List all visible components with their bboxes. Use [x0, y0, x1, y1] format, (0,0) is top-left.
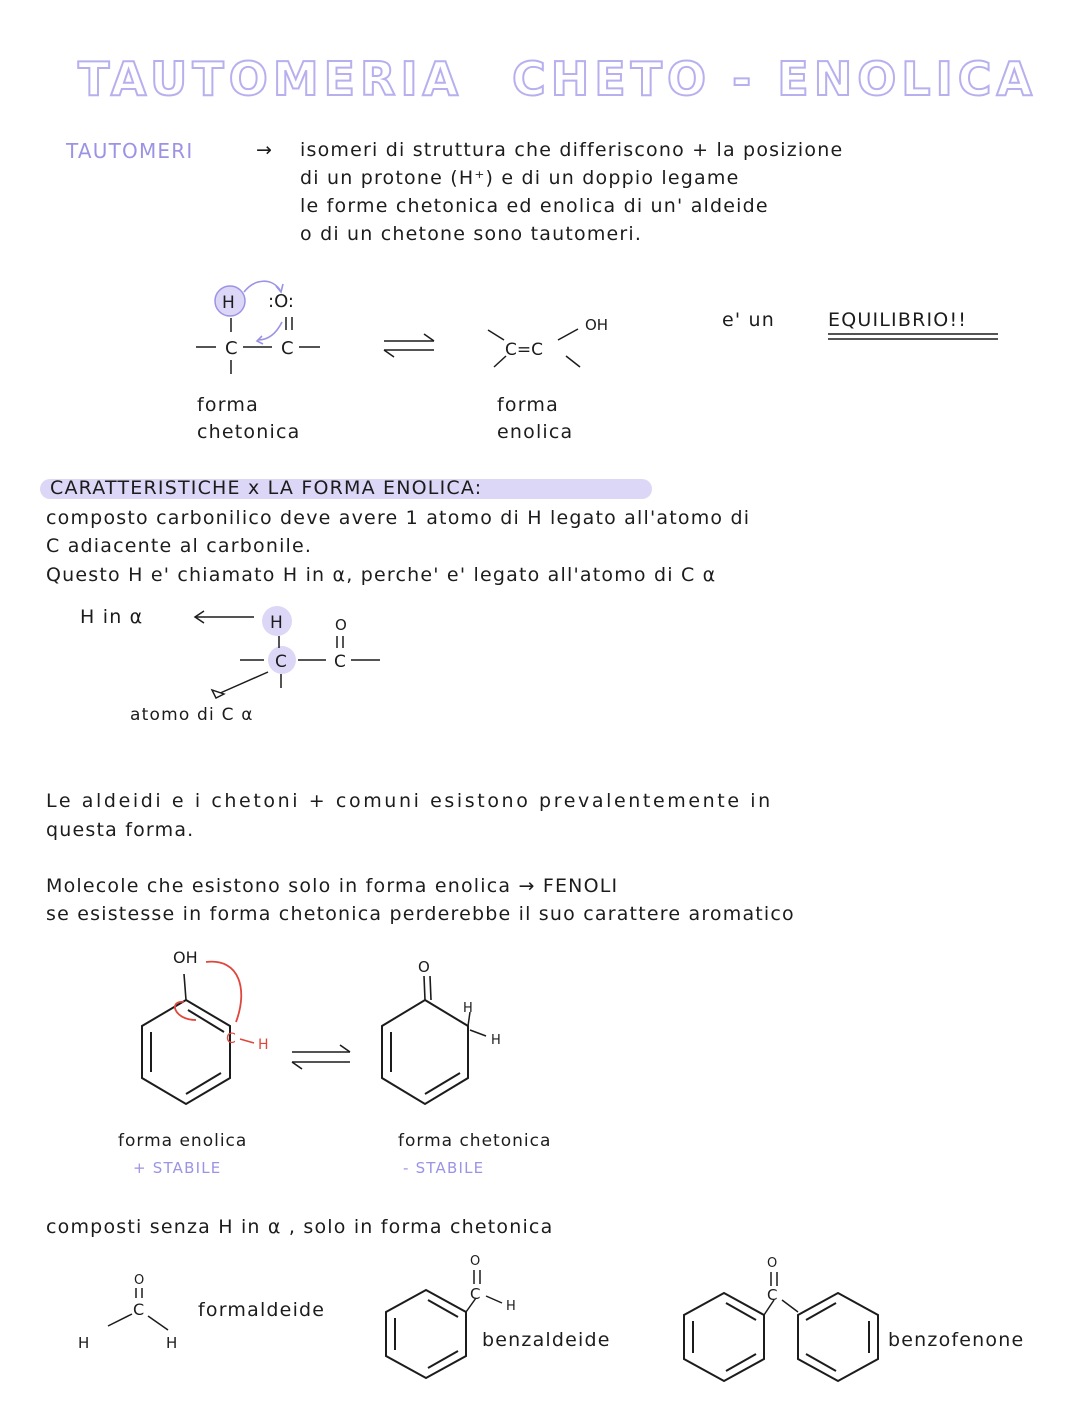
definition-line-3: le forme chetonica ed enolica di un' aldeide [300, 195, 769, 217]
keto-label-1: forma [197, 394, 259, 416]
svg-text:C: C [767, 1286, 778, 1304]
alpha-h-label: H in α [80, 606, 144, 628]
equilibrium-note: e' un [722, 309, 776, 331]
phenol-OH: OH [173, 948, 198, 967]
phenol-keto-label: forma chetonica [398, 1131, 552, 1151]
enol-label-2: enolica [497, 421, 574, 443]
svg-text:C: C [133, 1300, 145, 1319]
benzaldehyde-label: benzaldeide [482, 1329, 611, 1351]
alpha-c-label: atomo di C α [130, 705, 254, 725]
svg-text:H: H [506, 1299, 516, 1314]
phenol-enol-label: forma enolica [118, 1131, 248, 1151]
phenol-keto-stability: - STABILE [403, 1159, 485, 1177]
benzophenone-label: benzofenone [888, 1329, 1025, 1351]
features-line-3: Questo H e' chiamato H in α, perche' e' legato all'atomo di C α [46, 564, 717, 586]
title-left: TAUTOMERIA [78, 52, 464, 106]
alpha-H: H [270, 613, 283, 633]
prevalence-line-1: Le aldeidi e i chetoni + comuni esistono prevalentemente in [46, 790, 773, 812]
svg-text:H: H [78, 1334, 90, 1352]
keto-ring-H1: H [463, 1001, 473, 1016]
features-line-2: C adiacente al carbonile. [46, 535, 313, 557]
keto-C2: C [281, 338, 294, 359]
phenol-line-2: se esistesse in forma chetonica perderebbe il suo carattere aromatico [46, 903, 795, 925]
no-alpha-line: composti senza H in α , solo in forma chetonica [46, 1216, 554, 1238]
features-line-1: composto carbonilico deve avere 1 atomo di H legato all'atomo di [46, 507, 751, 529]
definition-arrow: → [256, 139, 274, 161]
enol-label-1: forma [497, 394, 559, 416]
keto-label-2: chetonica [197, 421, 301, 443]
formaldehyde-label: formaldeide [198, 1299, 326, 1321]
svg-text:O: O [767, 1256, 778, 1271]
equilibrium-word: EQUILIBRIO!! [828, 309, 968, 331]
title-right: CHETO - ENOLICA [512, 52, 1038, 106]
definition-term: TAUTOMERI [66, 139, 194, 163]
phenol-line-1: Molecole che esistono solo in forma enolica → FENOLI [46, 875, 619, 897]
enol-OH: OH [585, 316, 609, 334]
keto-C1: C [225, 338, 238, 359]
svg-text:O: O [470, 1254, 481, 1269]
svg-text:H: H [166, 1334, 178, 1352]
definition-line-4: o di un chetone sono tautomeri. [300, 223, 643, 245]
keto-O: :O: [268, 291, 294, 312]
phenol-enol-stability: + STABILE [133, 1159, 222, 1177]
features-heading: CARATTERISTICHE x LA FORMA ENOLICA: [50, 477, 483, 499]
alpha-C2: C [334, 652, 346, 672]
keto-H: H [222, 293, 235, 313]
definition-line-2: di un protone (H⁺) e di un doppio legame [300, 167, 740, 189]
definition-line-1: isomeri di struttura che differiscono + la posizione [300, 139, 844, 161]
keto-ring-O: O [418, 958, 430, 976]
svg-text:C: C [470, 1285, 481, 1303]
alpha-O: O [335, 616, 347, 634]
phenol-C: C [226, 1031, 236, 1047]
svg-text:O: O [134, 1273, 145, 1288]
keto-ring-H2: H [491, 1033, 501, 1048]
alpha-C: C [275, 652, 287, 672]
prevalence-line-2: questa forma. [46, 819, 195, 841]
phenol-red-H: H [258, 1037, 269, 1053]
enol-CC: C=C [505, 340, 543, 360]
